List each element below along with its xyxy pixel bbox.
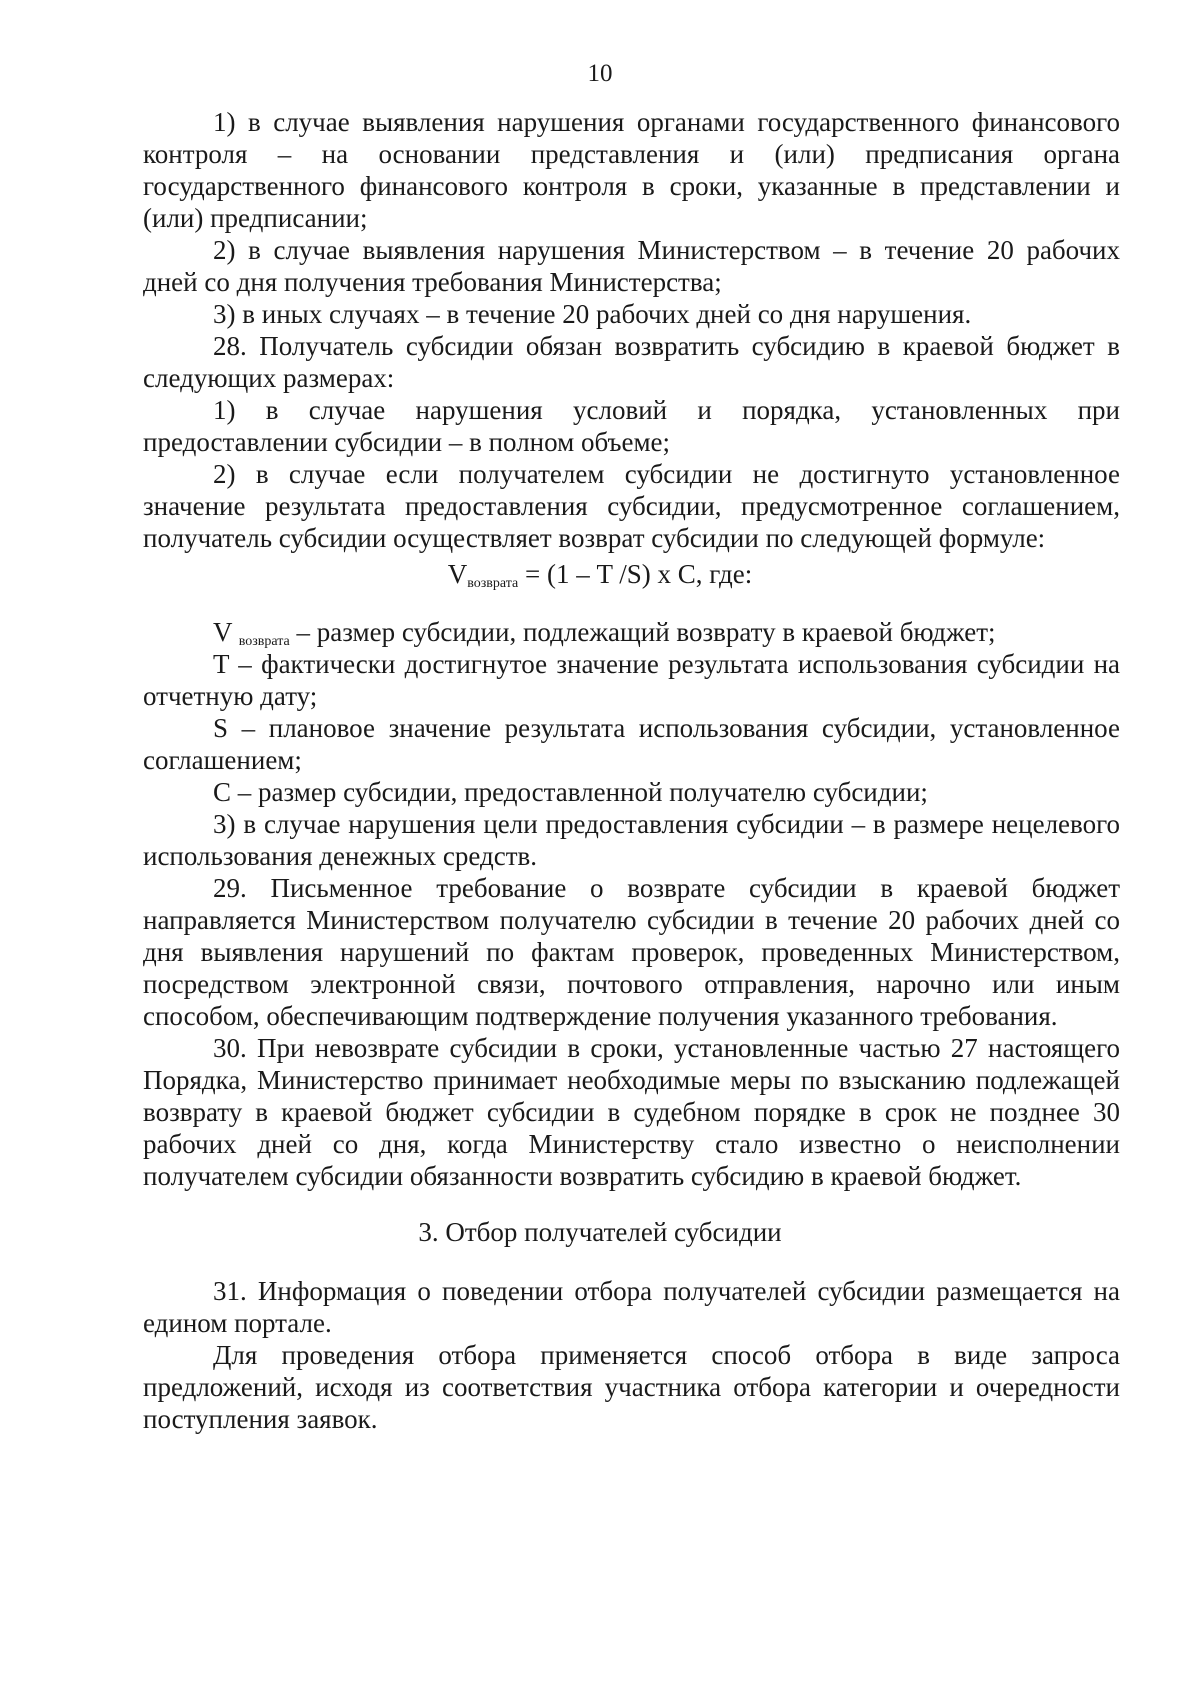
definition-v (143, 616, 1120, 648)
text-block-c (143, 1275, 1120, 1435)
paragraph: T – фактически достигнутое значение результата использования субсидии на отчетную дату; (143, 649, 1120, 711)
paragraph: 3) в иных случаях – в течение 20 рабочих дней со дня нарушения. (213, 299, 972, 329)
paragraph: 31. Информация о поведении отбора получателей субсидии размещается на едином портале. (143, 1276, 1120, 1338)
page-number: 10 (587, 60, 613, 87)
formula-v-subscript: возврата (467, 576, 519, 591)
paragraph: 2) в случае если получателем субсидии не достигнуто установленное значение результата предоставления субсидии, предусмотренное соглашением, получатель субсидии осуществляет возврат субсидии по следующей формуле: (143, 459, 1120, 553)
paragraph: 1) в случае нарушения условий и порядка, установленных при предоставлении субсидии – в полном объеме; (143, 395, 1120, 457)
paragraph: 2) в случае выявления нарушения Министерством – в течение 20 рабочих дней со дня получения требования Министерства; (143, 235, 1120, 297)
definition-v-subscript: возврата (238, 634, 290, 649)
text-block-a (143, 106, 1120, 554)
paragraph: C – размер субсидии, предоставленной получателю субсидии; (213, 777, 928, 807)
definition-v-symbol: V (213, 617, 233, 647)
formula-v: V (447, 559, 468, 589)
formula-expression: = (1 – T /S) x C, где: (525, 559, 753, 589)
paragraph: S – плановое значение результата использования субсидии, установленное соглашением; (143, 713, 1120, 775)
definition-v-text: – размер субсидии, подлежащий возврату в краевой бюджет; (289, 617, 996, 647)
paragraph: 28. Получатель субсидии обязан возвратить субсидию в краевой бюджет в следующих размерах: (143, 331, 1120, 393)
text-block-b (143, 616, 1120, 1192)
formula (0, 558, 1200, 590)
paragraph: 29. Письменное требование о возврате субсидии в краевой бюджет направляется Министерством получателю субсидии в течение 20 рабочих дней со дня выявления нарушений по фактам проверок, проведенных Министерством, посредством электронной связи, почтового отправления, нарочно или иным способом, обеспечивающим подтверждение получения указанного требования. (143, 873, 1120, 1031)
paragraph: Для проведения отбора применяется способ отбора в виде запроса предложений, исходя из соответствия участника отбора категории и очередности поступления заявок. (143, 1340, 1120, 1434)
paragraph: 1) в случае выявления нарушения органами государственного финансового контроля – на основании представления и (или) предписания органа государственного финансового контроля в сроки, указанные в представлении и (или) предписании; (143, 107, 1120, 233)
paragraph: 30. При невозврате субсидии в сроки, установленные частью 27 настоящего Порядка, Министерство принимает необходимые меры по взысканию подлежащей возврату в краевой бюджет субсидии в судебном порядке в срок не позднее 30 рабочих дней со дня, когда Министерству стало известно о неисполнении получателем субсидии обязанности возвратить субсидию в краевой бюджет. (143, 1033, 1120, 1191)
section-heading: 3. Отбор получателей субсидии (418, 1217, 782, 1247)
paragraph: 3) в случае нарушения цели предоставления субсидии – в размере нецелевого использования денежных средств. (143, 809, 1120, 871)
